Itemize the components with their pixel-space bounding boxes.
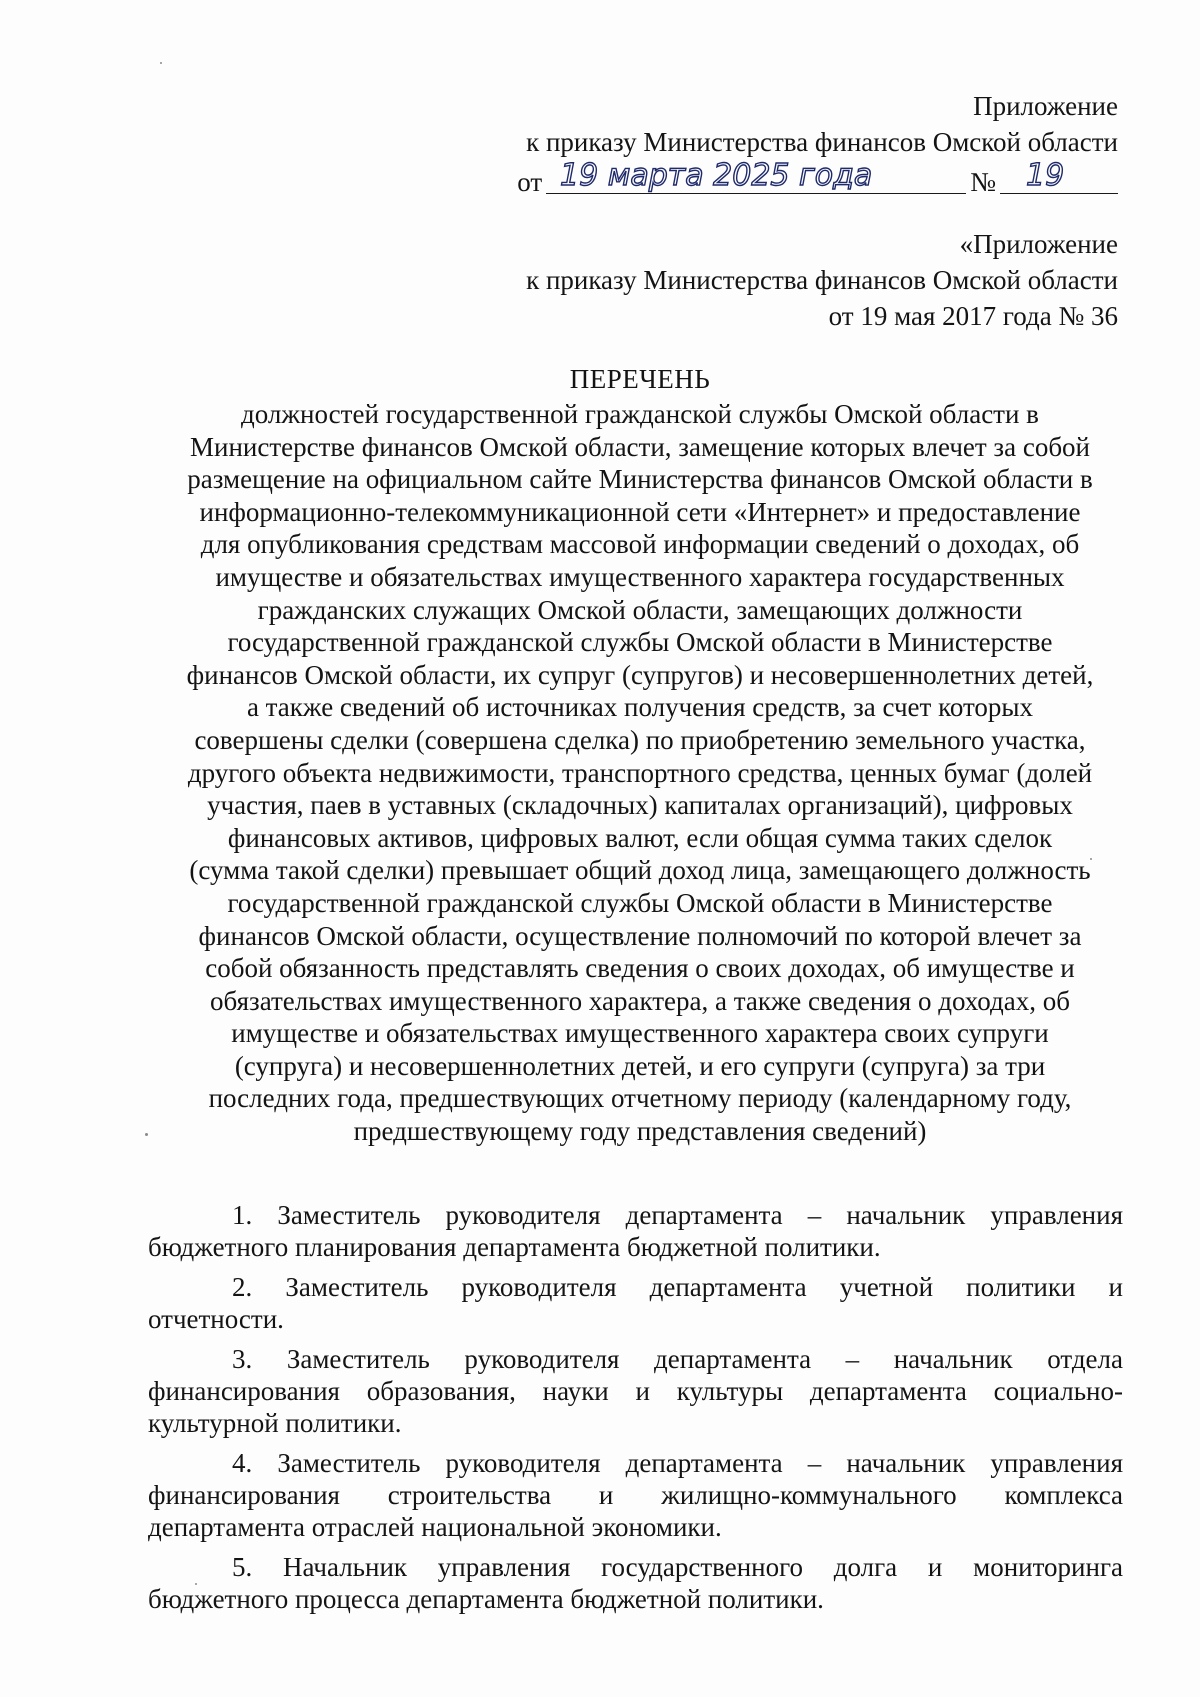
handwritten-date: 19 марта 2025 года: [560, 158, 873, 193]
subtitle-line: предшествующему году представления сведений): [353, 1116, 927, 1147]
number-sign: №: [970, 167, 996, 197]
order-date-number-line: [470, 160, 1118, 200]
subtitle-line: имуществе и обязательствах имущественного характера государственных: [215, 561, 1065, 592]
list-item-line: финансирования образования, науки и культуры департамента социально-: [148, 1376, 1123, 1406]
subtitle-line: обязательствах имущественного характера, а также сведения о доходах, об: [210, 985, 1070, 1016]
quoted-order-reference: к приказу Министерства финансов Омской области: [526, 265, 1118, 295]
handwritten-date-ink: [546, 155, 966, 195]
subtitle-line: финансов Омской области, осуществление полномочий по которой влечет за: [198, 920, 1082, 951]
subtitle-line: Министерстве финансов Омской области, замещение которых влечет за собой: [189, 431, 1091, 462]
list-item: [148, 1447, 1123, 1543]
subtitle-line: (супруга) и несовершеннолетних детей, и его супруги (супруга) за три: [234, 1050, 1046, 1081]
subtitle-line: имуществе и обязательствах имущественного характера своих супруги: [231, 1018, 1049, 1049]
list-item-line: бюджетного планирования департамента бюджетной политики.: [148, 1232, 881, 1262]
list-item-line: культурной политики.: [148, 1408, 402, 1438]
subtitle-line: информационно-телекоммуникационной сети «Интернет» и предоставление: [199, 496, 1081, 527]
list-item-line: отчетности.: [148, 1304, 284, 1334]
handwritten-date-field: [546, 159, 966, 194]
list-item: [148, 1199, 1123, 1263]
list-item: [148, 1551, 1123, 1615]
quoted-appendix-header: [470, 226, 1118, 334]
scan-speck: [160, 62, 162, 64]
subtitle-line: финансовых активов, цифровых валют, если общая сумма таких сделок: [227, 822, 1053, 853]
subtitle-line: государственной гражданской службы Омской области в Министерстве: [227, 627, 1053, 658]
subtitle-line: участия, паев в уставных (складочных) капиталах организаций), цифровых: [207, 790, 1073, 821]
subtitle-line: собой обязанность представлять сведения о своих доходах, об имуществе и: [205, 953, 1075, 984]
ref-prefix: от: [517, 167, 543, 197]
subtitle-line: а также сведений об источниках получения средств, за счет которых: [246, 692, 1034, 723]
subtitle-line: совершены сделки (совершена сделка) по приобретению земельного участка,: [194, 724, 1086, 755]
subtitle-line: другого объекта недвижимости, транспортного средства, ценных бумаг (долей: [187, 757, 1093, 788]
list-item: [148, 1343, 1123, 1439]
list-item-line: бюджетного процесса департамента бюджетной политики.: [148, 1584, 824, 1614]
subtitle-line: государственной гражданской службы Омской области в Министерстве: [227, 887, 1053, 918]
list-item-line: финансирования строительства и жилищно-коммунального комплекса: [148, 1480, 1123, 1510]
list-item-line: 1. Заместитель руководителя департамента – начальник управления: [232, 1200, 1123, 1230]
list-item-line: департамента отраслей национальной экономики.: [148, 1512, 722, 1542]
subtitle-line: гражданских служащих Омской области, замещающих должности: [257, 594, 1023, 625]
appendix-header: [470, 88, 1118, 200]
handwritten-number-ink: [1000, 155, 1118, 195]
quoted-order-date-number: от 19 мая 2017 года № 36: [828, 301, 1118, 331]
subtitle-line: финансов Омской области, их супруг (супругов) и несовершеннолетних детей,: [186, 659, 1094, 690]
subtitle-line: для опубликования средствам массовой информации сведений о доходах, об: [200, 529, 1080, 560]
handwritten-number-field: [1000, 159, 1118, 194]
list-item: [148, 1271, 1123, 1335]
quoted-appendix-label: «Приложение: [959, 229, 1118, 259]
subtitle-line: последних года, предшествующих отчетному периоду (календарному году,: [208, 1083, 1072, 1114]
subtitle-line: должностей государственной гражданской службы Омской области в: [241, 399, 1039, 429]
document-subtitle: [148, 398, 1132, 1148]
list-item-line: 3. Заместитель руководителя департамента – начальник отдела: [232, 1344, 1123, 1374]
positions-list: [148, 1199, 1123, 1623]
order-reference: к приказу Министерства финансов Омской области: [526, 127, 1118, 157]
list-item-line: 5. Начальник управления государственного долга и мониторинга: [232, 1552, 1123, 1582]
subtitle-line: размещение на официальном сайте Министерства финансов Омской области в: [187, 464, 1093, 495]
subtitle-line: (сумма такой сделки) превышает общий доход лица, замещающего должность: [189, 855, 1091, 886]
document-title: ПЕРЕЧЕНЬ: [569, 364, 711, 394]
list-item-line: 4. Заместитель руководителя департамента – начальник управления: [232, 1448, 1123, 1478]
handwritten-number: 19: [1026, 158, 1065, 193]
list-item-line: 2. Заместитель руководителя департамента учетной политики и: [232, 1272, 1123, 1302]
appendix-label: Приложение: [973, 91, 1118, 121]
